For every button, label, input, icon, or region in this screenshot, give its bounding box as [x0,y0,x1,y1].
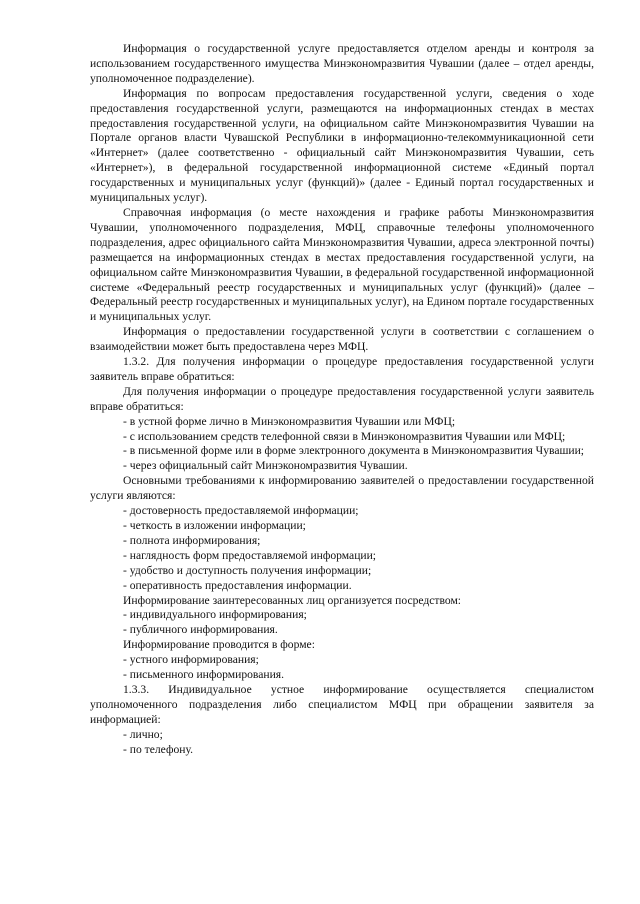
paragraph-informing-form: Информирование проводится в форме: [123,638,315,652]
paragraph-requirements: Основными требованиями к информированию заявителей о предоставлении государственной услуги являются: [90,474,594,503]
list-item-reliability: - достоверность предоставляемой информации; [123,504,359,518]
list-item-completeness: - полнота информирования; [123,533,261,547]
list-item-written-electronic: - в письменной форме или в форме электронного документа в Минэкономразвития Чувашии; [123,444,585,458]
paragraph-section-1-3-2: 1.3.2. Для получения информации о процедуре предоставления государственной услуги заявитель вправе обратиться: [90,355,594,383]
paragraph-department-info: Информация о государственной услуге предоставляется отделом аренды и контроля за использованием государственного имущества Минэкономразвития Чувашии (далее – отдел аренды, уполномоченное подразделение). [90,42,594,85]
paragraph-reference-info: Справочная информация (о месте нахождения и графике работы Минэкономразвития Чувашии, уполномоченного подразделения, МФЦ, справочные телефоны уполномоченного подразделения, адрес официального сайта Минэкономразвития Чувашии, адреса электронной почты) размещается на информационных стендах в местах предоставления государственной услуги, на официальном сайте Минэкономразвития Чувашии, в федеральной государственной информационной системе «Федеральный реестр государственных и муниципальных услуг (функций)» (далее – Федеральный реестр государственных и муниципальных услуг), на Едином портале государственных и муниципальных услуг. [90,205,594,324]
paragraph-how-to-apply: Для получения информации о процедуре предоставления государственной услуги заявитель вправе обратиться: [90,384,594,413]
paragraph-section-1-3-3: 1.3.3. Индивидуальное устное информирование осуществляется специалистом уполномоченного подразделения либо специалистом МФЦ при обращении заявителя за информацией: [90,682,594,726]
list-item-clarity: - четкость в изложении информации; [123,519,306,532]
paragraph-mfc-agreement: Информация о предоставлении государственной услуги в соответствии с соглашением о взаимодействии может быть предоставлена через МФЦ. [90,325,594,354]
document-page [90,42,594,758]
paragraph-info-placement: Информация по вопросам предоставления государственной услуги, сведения о ходе предоставления государственной услуги, размещаются на информационных стендах в местах предоставления государственной услуги, на официальном сайте Минэкономразвития Чувашии на Портале органов власти Чувашской Республики в информационно-телекоммуникационной сети «Интернет» (далее соответственно - официальный сайт Минэкономразвития Чувашии, сеть «Интернет»), в федеральной государственной информационной системе «Единый портал государственных и муниципальных услуг (функций)» (далее - Единый портал государственных и муниципальных услуг). [90,86,594,205]
list-item-convenience: - удобство и доступность получения информации; [123,563,372,577]
list-item-official-site: - через официальный сайт Минэкономразвития Чувашии. [123,459,408,473]
list-item-visual-forms: - наглядность форм предоставляемой информации; [123,548,377,562]
list-item-oral-in-person: - в устной форме лично в Минэкономразвития Чувашии или МФЦ; [123,414,456,428]
list-item-by-phone: - по телефону. [123,742,193,756]
paragraph-informing-organized: Информирование заинтересованных лиц организуется посредством: [123,593,462,607]
list-item-oral: - устного информирования; [123,653,259,667]
list-item-in-person: - лично; [123,727,163,741]
list-item-written: - письменного информирования. [123,668,285,682]
list-item-individual: - индивидуального информирования; [123,608,307,622]
list-item-promptness: - оперативность предоставления информации. [123,578,352,592]
list-item-public: - публичного информирования. [123,623,278,637]
list-item-telephone: - с использованием средств телефонной связи в Минэкономразвития Чувашии или МФЦ; [123,429,566,443]
